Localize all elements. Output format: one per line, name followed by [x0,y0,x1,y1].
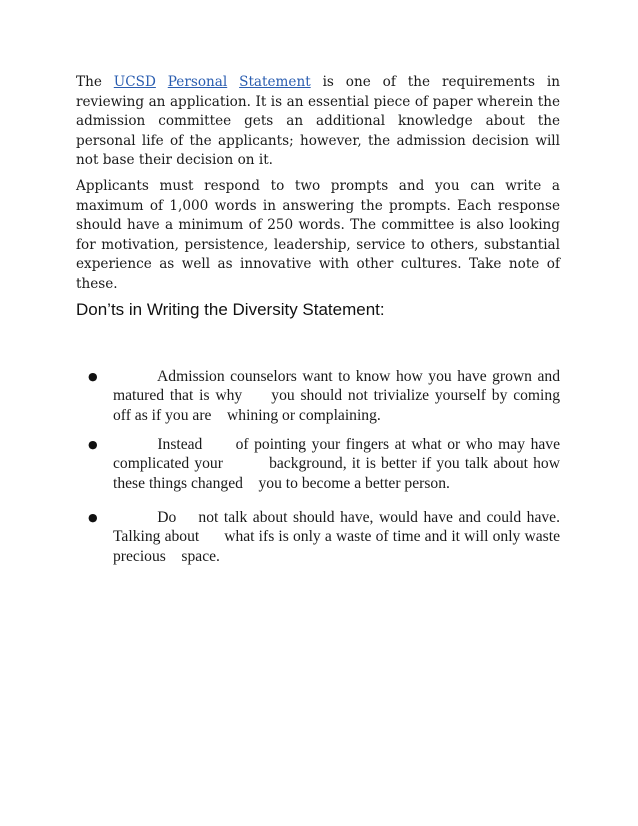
list-item-line: off as if you are whining or complaining. [113,406,381,424]
list-item-line: precious space. [113,547,220,565]
intro-prefix: The [76,74,114,90]
list-item [113,367,560,425]
list-item-line: Admission counselors want to know how you have grown and [113,368,561,385]
bullet-icon: ● [88,511,98,524]
list-item-line: these things changed you to become a better person. [113,474,450,492]
list-item-line: Talking about what ifs is only a waste of time and it will only waste [113,528,560,546]
ucsd-link[interactable]: UCSD [113,74,156,90]
list-item-line: Instead of pointing your fingers at what or who may have [113,436,561,453]
list-item-line: Do not talk about should have, would have and could have. [113,509,561,526]
statement-link[interactable]: Statement [239,74,311,90]
list-item [113,435,560,493]
list-item-line: complicated your background, it is better if you talk about how [113,455,560,473]
list-item-line: matured that is why you should not trivialize yourself by coming [113,387,560,405]
personal-link[interactable]: Personal [167,74,228,90]
bullet-icon: ● [88,438,98,451]
list-item [113,508,560,566]
intro-paragraph [76,73,560,171]
requirements-paragraph: Applicants must respond to two prompts and you can write a maximum of 1,000 words in answering the prompts. Each response should have a minimum of 250 words. The committee is also looking for motivation, persistence, leadership, service to others, substantial experience as well as innovative with other cultures. Take note of these. [76,178,560,292]
intro-rest: is one of the requirements in reviewing an application. It is an essential piece of paper wherein the admission committee gets an additional knowledge about the personal life of the applicants; however, the admission decision will not base their decision on it. [76,74,560,169]
section-heading: Don’ts in Writing the Diversity Statement: [76,300,385,319]
bullet-icon: ● [88,370,98,383]
